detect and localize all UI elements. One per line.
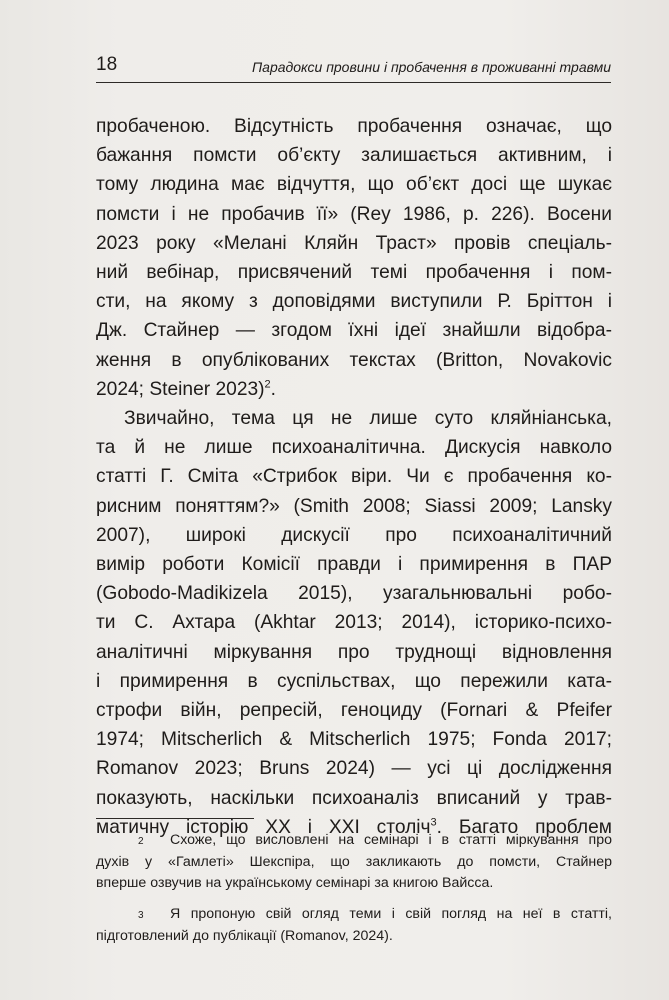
running-header <box>96 54 611 84</box>
text-line-paragraph-end <box>96 375 612 404</box>
footnotes <box>96 830 612 947</box>
footnote-separator <box>96 818 254 819</box>
footnote-ref-3[interactable]: 3 <box>430 816 437 829</box>
footnote-first-line <box>96 830 612 852</box>
text-line: ження в опублікованих текстах (Britton, Novakovic <box>96 349 612 371</box>
text-line: 2023 року «Мелані Кляйн Траст» провів спеціаль- <box>96 232 612 254</box>
text-line: тому людина має відчуття, що об’єкт досі ще шукає <box>96 174 612 196</box>
text-line: і примирення в суспільствах, що пережили ката- <box>96 670 612 692</box>
text-line: (Gobodo-Madikizela 2015), узагальнювальні робо- <box>96 583 612 605</box>
text-line: 1974; Mitscherlich & Mitscherlich 1975; Fonda 2017; <box>96 729 612 751</box>
footnote-marker: 2 <box>138 836 144 847</box>
header-rule <box>96 82 611 83</box>
footnote-3 <box>96 904 612 947</box>
text-fragment: Багато проблем <box>458 816 612 838</box>
footnote-2 <box>96 830 612 894</box>
footnote-marker: 3 <box>138 910 144 921</box>
text-line-paragraph-start: Звичайно, тема ця не лише суто кляйніанська, <box>124 408 612 430</box>
text-line: Дж. Стайнер — згодом їхні ідеї знайшли відобра- <box>96 320 612 342</box>
text-line: пробаченою. Відсутність пробачення означає, що <box>96 116 612 137</box>
footnote-line: підготовлений до публікації (Romanov, 2024). <box>96 928 393 944</box>
text-fragment: 2024; Steiner 2023) <box>96 378 265 400</box>
text-line: помсти і не пробачив її» (Rey 1986, p. 226). Восени <box>96 203 612 225</box>
running-title: Парадокси провини і пробачення в проживанні травми <box>252 59 611 75</box>
footnote-line: Я пропоную свій огляд теми і свій погляд на неї в статті, <box>170 906 612 922</box>
text-line: бажання помсти об’єкту залишається активним, і <box>96 145 612 167</box>
text-line: 2007), широкі дискусії про психоаналітичний <box>96 524 612 546</box>
text-line: ний вебінар, присвячений темі пробачення і пом- <box>96 262 612 284</box>
text-line: вимір роботи Комісії правди і примирення в ПАР <box>96 554 612 576</box>
footnote-line: Схоже, що висловлені на семінарі і в статті міркування про <box>170 832 612 848</box>
text-line: сти, на якому з доповідями виступили Р. Бріттон і <box>96 291 612 313</box>
body-text <box>96 112 612 842</box>
footnote-ref-2[interactable]: 2 <box>264 378 271 391</box>
footnote-line: вперше озвучив на українському семінарі за книгою Вайсса. <box>96 875 494 891</box>
footnote-first-line <box>96 904 612 926</box>
text-line: рисним поняттям?» (Smith 2008; Siassi 2009; Lansky <box>96 495 612 517</box>
text-line: аналітичні міркування про труднощі відновлення <box>96 641 612 663</box>
page-number: 18 <box>96 54 118 75</box>
text-line: Romanov 2023; Bruns 2024) — усі ці дослідження <box>96 758 612 780</box>
text-line: статті Г. Сміта «Стрибок віри. Чи є пробачення ко- <box>96 466 612 488</box>
text-line: строфи війн, репресій, геноциду (Fornari & Pfeifer <box>96 700 612 722</box>
text-fragment: . <box>270 378 277 400</box>
text-line: та й не лише психоаналітична. Дискусія навколо <box>96 437 612 459</box>
text-line: ти С. Ахтара (Akhtar 2013; 2014), історико-психо- <box>96 612 612 634</box>
text-line: матичну історію XX і XXI століч$^3$. Багато проблем <box>96 816 612 838</box>
text-line: показують, наскільки психоаналіз вписаний у трав- <box>96 787 612 809</box>
text-fragment: матичну історію XX і XXI століч <box>96 816 431 838</box>
footnote-line: духів у «Гамлеті» Шекспіра, що закликають до помсти, Стайнер <box>96 854 612 870</box>
